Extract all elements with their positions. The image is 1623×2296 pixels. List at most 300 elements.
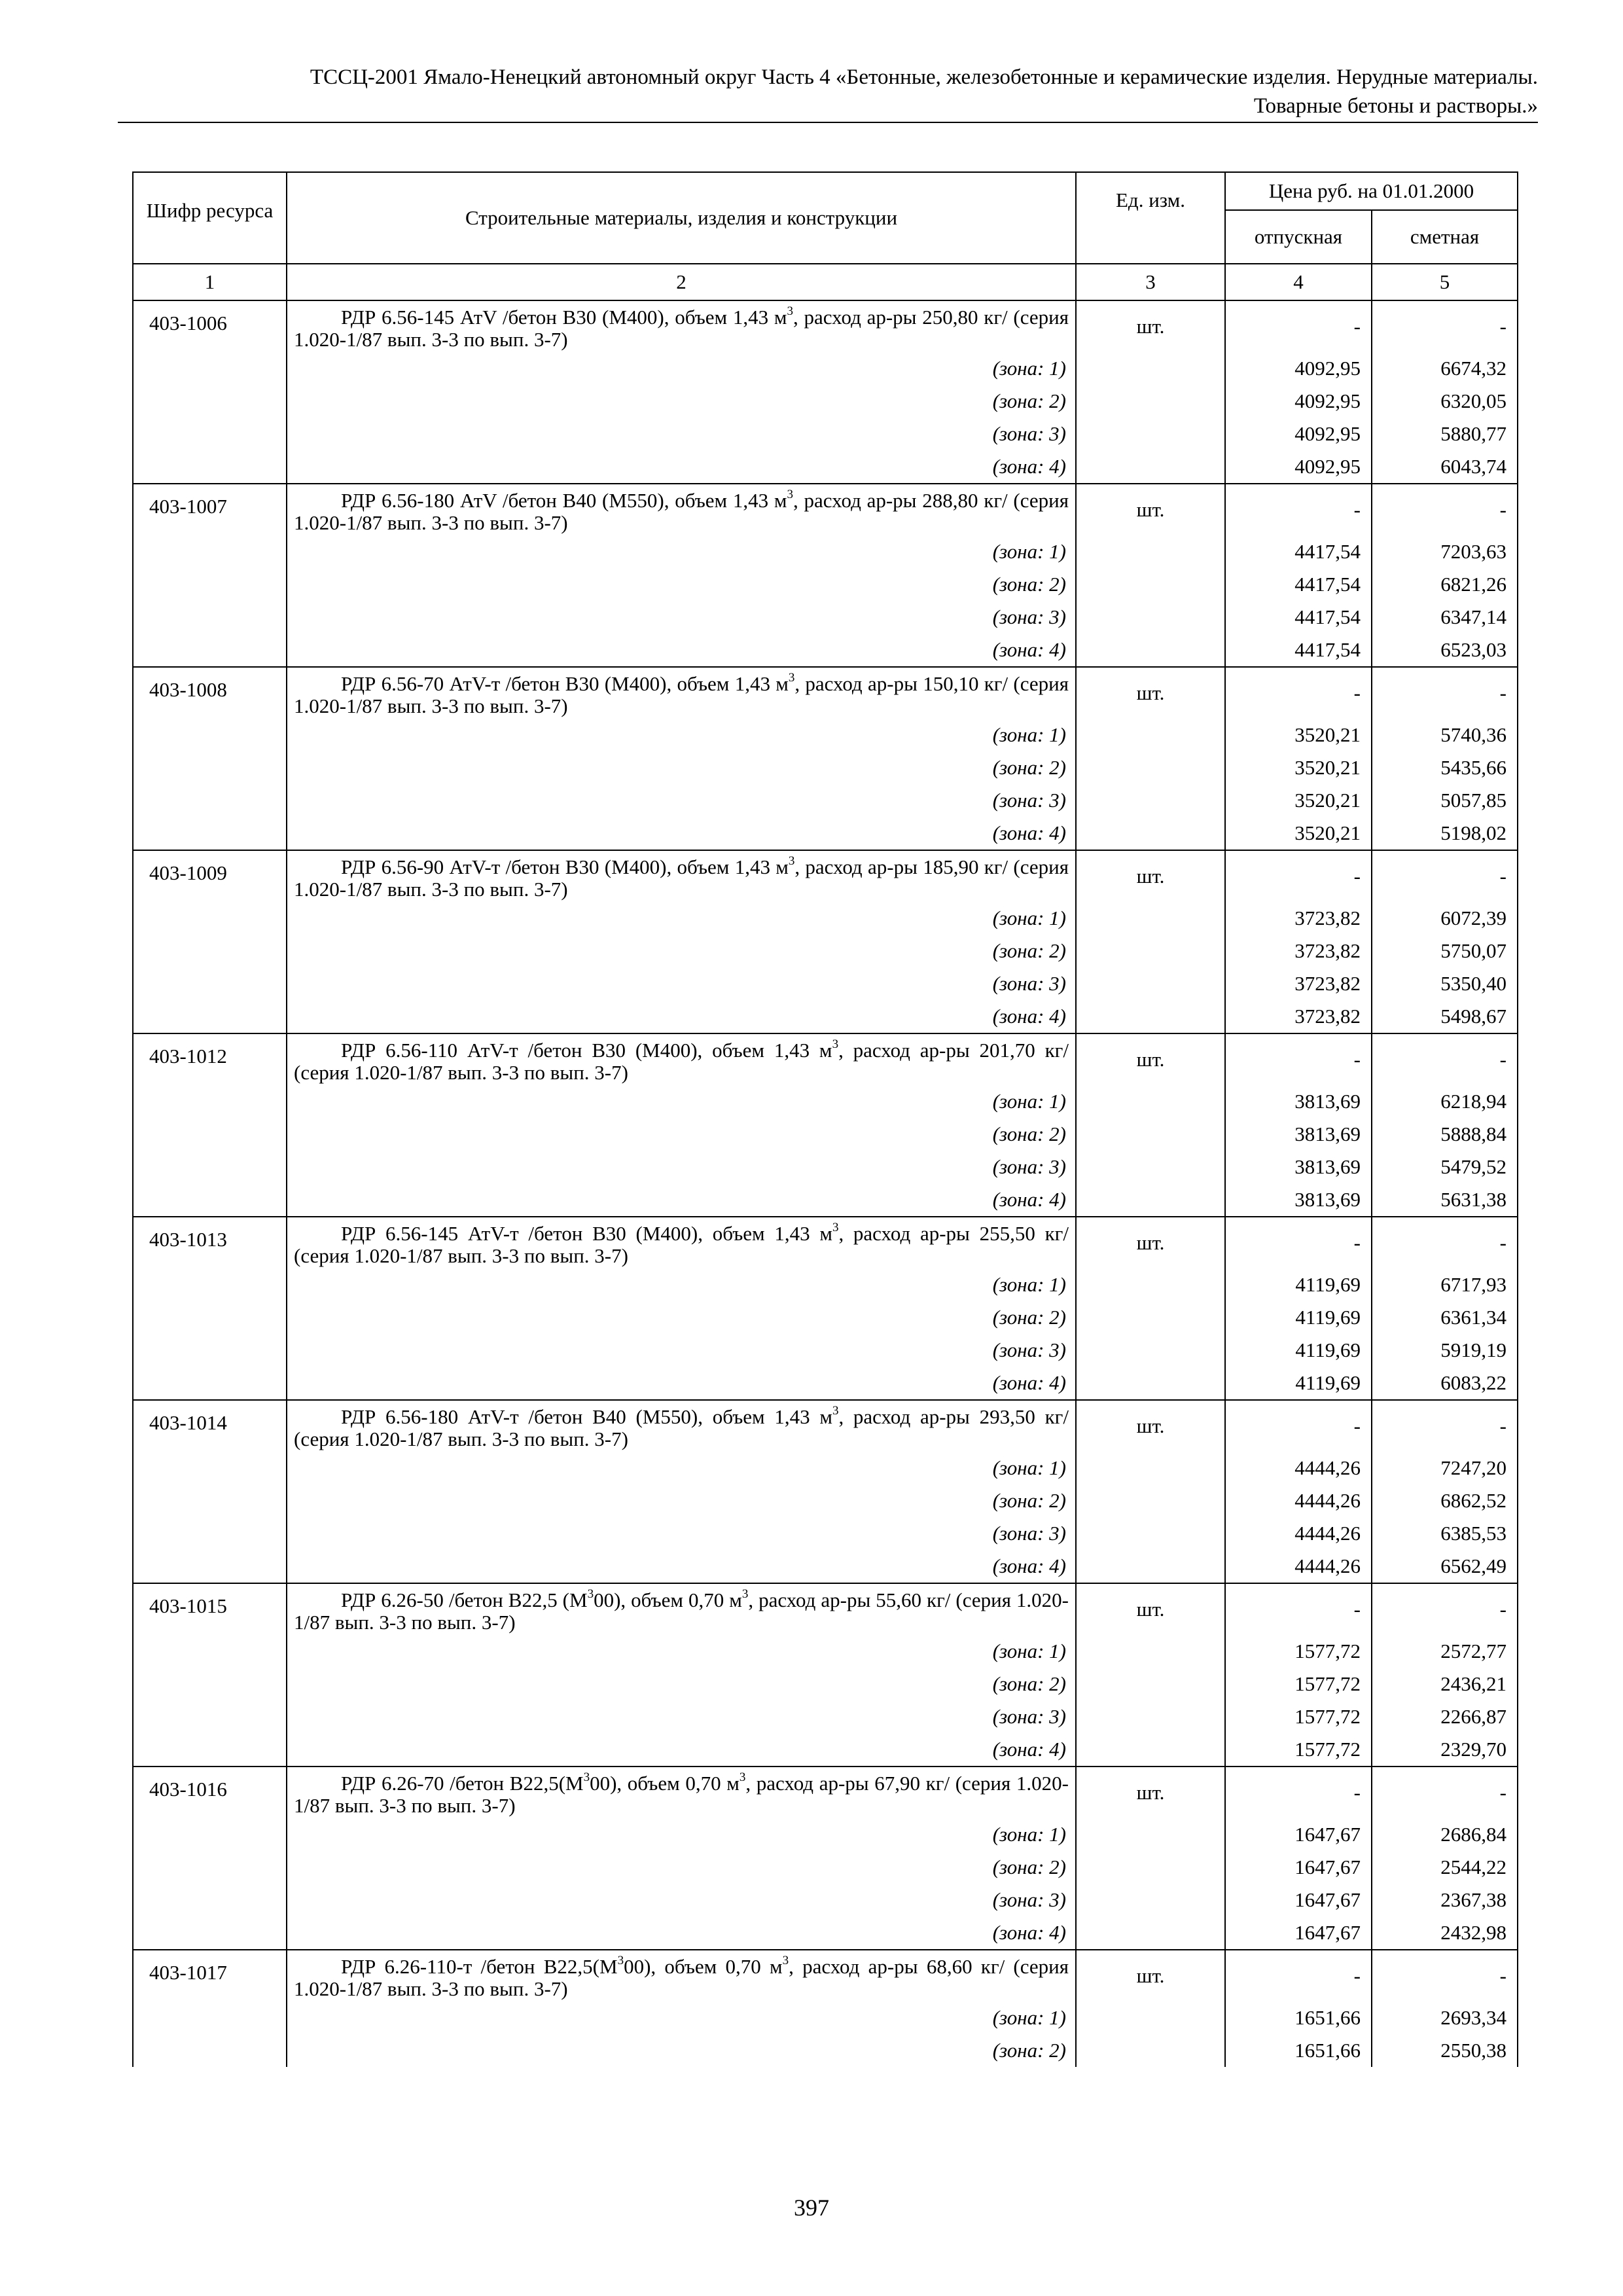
zone-label: (зона: 2) [287, 2034, 1076, 2067]
zone-row [133, 1268, 1518, 1301]
resource-code: 403-1008 [133, 667, 287, 850]
header-rule [118, 122, 1538, 123]
resource-row [133, 850, 1518, 902]
zone-estimate-price: 2266,87 [1372, 1700, 1518, 1733]
zone-unit-cell [1076, 535, 1225, 568]
zone-estimate-price: 2572,77 [1372, 1635, 1518, 1668]
zone-label: (зона: 4) [287, 450, 1076, 484]
estimate-price-cell: - [1372, 1950, 1518, 2001]
release-price-cell: - [1225, 484, 1372, 535]
resource-description [287, 667, 1076, 719]
col-header-name: Строительные материалы, изделия и конструкции [287, 172, 1076, 264]
zone-label: (зона: 1) [287, 902, 1076, 935]
zone-release-price: 1647,67 [1225, 1818, 1372, 1851]
zone-unit-cell [1076, 1334, 1225, 1367]
zone-release-price: 3520,21 [1225, 817, 1372, 850]
estimate-price-cell: - [1372, 1217, 1518, 1268]
superscript: 3 [788, 671, 795, 685]
zone-label: (зона: 4) [287, 817, 1076, 850]
resource-description [287, 484, 1076, 535]
resource-code: 403-1009 [133, 850, 287, 1033]
unit-cell: шт. [1076, 300, 1225, 352]
zone-row [133, 535, 1518, 568]
superscript: 3 [787, 488, 794, 501]
zone-row [133, 1851, 1518, 1884]
zone-row [133, 967, 1518, 1000]
zone-release-price: 4092,95 [1225, 385, 1372, 418]
col-number-3: 3 [1076, 264, 1225, 300]
resource-code: 403-1017 [133, 1950, 287, 2067]
zone-release-price: 3520,21 [1225, 784, 1372, 817]
zone-row [133, 1916, 1518, 1950]
zone-row [133, 1118, 1518, 1151]
zone-unit-cell [1076, 1183, 1225, 1217]
zone-label: (зона: 4) [287, 1000, 1076, 1033]
zone-unit-cell [1076, 1301, 1225, 1334]
zone-unit-cell [1076, 935, 1225, 967]
resource-group [133, 1583, 1518, 1767]
zone-release-price: 1577,72 [1225, 1700, 1372, 1733]
resource-code: 403-1013 [133, 1217, 287, 1400]
resource-code: 403-1007 [133, 484, 287, 667]
superscript: 3 [788, 854, 795, 868]
zone-estimate-price: 6361,34 [1372, 1301, 1518, 1334]
zone-row [133, 1484, 1518, 1517]
zone-unit-cell [1076, 1635, 1225, 1668]
release-price-cell: - [1225, 1400, 1372, 1452]
zone-unit-cell [1076, 1851, 1225, 1884]
resource-row [133, 1950, 1518, 2001]
zone-unit-cell [1076, 418, 1225, 450]
estimate-price-cell: - [1372, 1583, 1518, 1635]
resource-row [133, 1400, 1518, 1452]
description-text: , расход ар-ры 201,70 кг/ (серия 1.020-1/87 вып. 3-3 по вып. 3-7) [294, 1039, 1069, 1084]
resource-code: 403-1012 [133, 1033, 287, 1217]
description-text: РДР 6.56-145 АтV /бетон В30 (М400), объем 1,43 м [341, 306, 787, 329]
zone-row [133, 1668, 1518, 1700]
zone-label: (зона: 2) [287, 1851, 1076, 1884]
zone-estimate-price: 6862,52 [1372, 1484, 1518, 1517]
estimate-price-cell: - [1372, 667, 1518, 719]
description-text: РДР 6.56-180 АтV-т /бетон В40 (М550), объем 1,43 м [341, 1405, 832, 1428]
resource-group [133, 1400, 1518, 1583]
resource-group [133, 484, 1518, 667]
superscript: 3 [782, 1954, 789, 1967]
superscript: 3 [587, 1587, 594, 1601]
zone-estimate-price: 5880,77 [1372, 418, 1518, 450]
zone-row [133, 1884, 1518, 1916]
zone-row [133, 385, 1518, 418]
zone-unit-cell [1076, 601, 1225, 634]
description-text: , расход ар-ры 150,10 кг/ (серия 1.020-1/87 вып. 3-3 по вып. 3-7) [294, 672, 1069, 717]
resource-code: 403-1016 [133, 1767, 287, 1950]
zone-estimate-price: 6218,94 [1372, 1085, 1518, 1118]
zone-row [133, 751, 1518, 784]
zone-label: (зона: 1) [287, 535, 1076, 568]
zone-label: (зона: 2) [287, 751, 1076, 784]
zone-label: (зона: 2) [287, 568, 1076, 601]
zone-row [133, 1700, 1518, 1733]
release-price-cell: - [1225, 1583, 1372, 1635]
zone-estimate-price: 5919,19 [1372, 1334, 1518, 1367]
zone-row [133, 1452, 1518, 1484]
zone-label: (зона: 3) [287, 1884, 1076, 1916]
zone-unit-cell [1076, 1818, 1225, 1851]
zone-unit-cell [1076, 1484, 1225, 1517]
zone-unit-cell [1076, 1118, 1225, 1151]
col-number-2: 2 [287, 264, 1076, 300]
zone-unit-cell [1076, 1367, 1225, 1400]
description-text: РДР 6.56-180 АтV /бетон В40 (М550), объем 1,43 м [341, 489, 787, 512]
description-text: РДР 6.26-70 /бетон В22,5(М [341, 1772, 584, 1795]
zone-release-price: 4119,69 [1225, 1367, 1372, 1400]
zone-estimate-price: 6043,74 [1372, 450, 1518, 484]
description-text: РДР 6.26-110-т /бетон В22,5(М [341, 1955, 618, 1978]
unit-cell: шт. [1076, 850, 1225, 902]
zone-release-price: 3813,69 [1225, 1183, 1372, 1217]
release-price-cell: - [1225, 1217, 1372, 1268]
zone-unit-cell [1076, 568, 1225, 601]
zone-unit-cell [1076, 352, 1225, 385]
description-text: 00), объем 0,70 м [624, 1955, 783, 1978]
description-text: , расход ар-ры 255,50 кг/ (серия 1.020-1/87 вып. 3-3 по вып. 3-7) [294, 1222, 1069, 1267]
description-text: РДР 6.26-50 /бетон В22,5 (М [341, 1588, 588, 1611]
col-number-1: 1 [133, 264, 287, 300]
col-header-price-group: Цена руб. на 01.01.2000 [1225, 172, 1518, 210]
zone-row [133, 1818, 1518, 1851]
zone-unit-cell [1076, 1268, 1225, 1301]
zone-estimate-price: 2367,38 [1372, 1884, 1518, 1916]
col-number-4: 4 [1225, 264, 1372, 300]
resource-group [133, 1217, 1518, 1400]
zone-label: (зона: 3) [287, 418, 1076, 450]
zone-estimate-price: 6072,39 [1372, 902, 1518, 935]
zone-estimate-price: 2544,22 [1372, 1851, 1518, 1884]
description-text: , расход ар-ры 67,90 кг/ (серия 1.020-1/87 вып. 3-3 по вып. 3-7) [294, 1772, 1069, 1817]
unit-cell: шт. [1076, 1950, 1225, 2001]
zone-row [133, 1301, 1518, 1334]
zone-release-price: 4417,54 [1225, 535, 1372, 568]
zone-row [133, 1367, 1518, 1400]
page-number: 397 [794, 2195, 829, 2221]
zone-release-price: 4092,95 [1225, 450, 1372, 484]
zone-estimate-price: 5888,84 [1372, 1118, 1518, 1151]
zone-unit-cell [1076, 1550, 1225, 1583]
resource-description [287, 1950, 1076, 2001]
zone-label: (зона: 3) [287, 967, 1076, 1000]
zone-unit-cell [1076, 817, 1225, 850]
description-text: , расход ар-ры 250,80 кг/ (серия 1.020-1/87 вып. 3-3 по вып. 3-7) [294, 306, 1069, 351]
zone-unit-cell [1076, 1733, 1225, 1767]
zone-release-price: 1647,67 [1225, 1851, 1372, 1884]
zone-estimate-price: 2686,84 [1372, 1818, 1518, 1851]
zone-row [133, 1733, 1518, 1767]
zone-unit-cell [1076, 1884, 1225, 1916]
zone-row [133, 784, 1518, 817]
description-text: РДР 6.56-110 АтV-т /бетон В30 (М400), объем 1,43 м [341, 1039, 832, 1062]
unit-cell: шт. [1076, 1033, 1225, 1085]
zone-release-price: 1647,67 [1225, 1884, 1372, 1916]
superscript: 3 [787, 304, 794, 318]
zone-unit-cell [1076, 967, 1225, 1000]
zone-unit-cell [1076, 634, 1225, 667]
zone-release-price: 4444,26 [1225, 1550, 1372, 1583]
release-price-cell: - [1225, 1950, 1372, 2001]
running-header-line1: ТССЦ-2001 Ямало-Ненецкий автономный округ Часть 4 «Бетонные, железобетонные и керамические изделия. Нерудные материалы. [310, 65, 1538, 89]
zone-release-price: 3723,82 [1225, 902, 1372, 935]
zone-unit-cell [1076, 1151, 1225, 1183]
description-text: , расход ар-ры 288,80 кг/ (серия 1.020-1/87 вып. 3-3 по вып. 3-7) [294, 489, 1069, 534]
zone-label: (зона: 2) [287, 1118, 1076, 1151]
zone-unit-cell [1076, 751, 1225, 784]
description-text: 00), объем 0,70 м [594, 1588, 742, 1611]
zone-label: (зона: 4) [287, 1367, 1076, 1400]
description-text: , расход ар-ры 68,60 кг/ (серия 1.020-1/87 вып. 3-3 по вып. 3-7) [294, 1955, 1069, 2000]
zone-release-price: 3520,21 [1225, 751, 1372, 784]
zone-release-price: 3723,82 [1225, 967, 1372, 1000]
zone-label: (зона: 2) [287, 1668, 1076, 1700]
zone-unit-cell [1076, 1000, 1225, 1033]
resource-row [133, 1583, 1518, 1635]
unit-cell: шт. [1076, 484, 1225, 535]
zone-unit-cell [1076, 1916, 1225, 1950]
zone-estimate-price: 7203,63 [1372, 535, 1518, 568]
zone-estimate-price: 6523,03 [1372, 634, 1518, 667]
zone-label: (зона: 1) [287, 1268, 1076, 1301]
zone-release-price: 1577,72 [1225, 1733, 1372, 1767]
zone-estimate-price: 5498,67 [1372, 1000, 1518, 1033]
zone-release-price: 3723,82 [1225, 935, 1372, 967]
zone-release-price: 4417,54 [1225, 601, 1372, 634]
zone-label: (зона: 1) [287, 2001, 1076, 2034]
release-price-cell: - [1225, 300, 1372, 352]
zone-row [133, 352, 1518, 385]
zone-row [133, 1550, 1518, 1583]
resource-row [133, 484, 1518, 535]
zone-estimate-price: 5435,66 [1372, 751, 1518, 784]
zone-row [133, 1635, 1518, 1668]
zone-estimate-price: 5631,38 [1372, 1183, 1518, 1217]
resource-group [133, 850, 1518, 1033]
zone-label: (зона: 1) [287, 719, 1076, 751]
unit-cell: шт. [1076, 1767, 1225, 1818]
zone-label: (зона: 1) [287, 1452, 1076, 1484]
resource-description [287, 1217, 1076, 1268]
superscript: 3 [583, 1770, 590, 1784]
zone-release-price: 4119,69 [1225, 1301, 1372, 1334]
resource-code: 403-1014 [133, 1400, 287, 1583]
zone-label: (зона: 2) [287, 385, 1076, 418]
zone-unit-cell [1076, 719, 1225, 751]
description-text: 00), объем 0,70 м [590, 1772, 740, 1795]
zone-release-price: 4444,26 [1225, 1517, 1372, 1550]
estimate-price-cell: - [1372, 1767, 1518, 1818]
zone-release-price: 4417,54 [1225, 568, 1372, 601]
resource-description [287, 1400, 1076, 1452]
zone-row [133, 418, 1518, 450]
col-header-unit: Ед. изм. [1076, 172, 1225, 264]
description-text: РДР 6.56-90 АтV-т /бетон В30 (М400), объем 1,43 м [341, 855, 789, 878]
zone-estimate-price: 6674,32 [1372, 352, 1518, 385]
release-price-cell: - [1225, 1033, 1372, 1085]
running-header [118, 63, 1538, 120]
superscript: 3 [832, 1404, 839, 1418]
zone-label: (зона: 2) [287, 935, 1076, 967]
zone-estimate-price: 5479,52 [1372, 1151, 1518, 1183]
unit-cell: шт. [1076, 1217, 1225, 1268]
zone-row [133, 1334, 1518, 1367]
resource-description [287, 1033, 1076, 1085]
zone-unit-cell [1076, 385, 1225, 418]
zone-estimate-price: 5057,85 [1372, 784, 1518, 817]
superscript: 3 [832, 1037, 839, 1051]
resource-description [287, 1767, 1076, 1818]
resource-row [133, 667, 1518, 719]
zone-release-price: 1651,66 [1225, 2001, 1372, 2034]
zone-row [133, 935, 1518, 967]
zone-estimate-price: 6562,49 [1372, 1550, 1518, 1583]
zone-label: (зона: 1) [287, 1085, 1076, 1118]
zone-unit-cell [1076, 1517, 1225, 1550]
description-text: РДР 6.56-70 АтV-т /бетон В30 (М400), объем 1,43 м [341, 672, 789, 695]
zone-release-price: 4444,26 [1225, 1452, 1372, 1484]
zone-label: (зона: 1) [287, 352, 1076, 385]
description-text: , расход ар-ры 293,50 кг/ (серия 1.020-1/87 вып. 3-3 по вып. 3-7) [294, 1405, 1069, 1450]
col-header-estimate: сметная [1372, 210, 1518, 264]
unit-cell: шт. [1076, 667, 1225, 719]
zone-row [133, 450, 1518, 484]
zone-estimate-price: 7247,20 [1372, 1452, 1518, 1484]
zone-release-price: 4092,95 [1225, 418, 1372, 450]
zone-estimate-price: 6320,05 [1372, 385, 1518, 418]
zone-release-price: 3520,21 [1225, 719, 1372, 751]
zone-unit-cell [1076, 2001, 1225, 2034]
estimate-price-cell: - [1372, 1033, 1518, 1085]
zone-release-price: 3723,82 [1225, 1000, 1372, 1033]
superscript: 3 [741, 1587, 749, 1601]
resource-code: 403-1015 [133, 1583, 287, 1767]
zone-row [133, 1151, 1518, 1183]
price-table-wrapper [132, 171, 1517, 2067]
zone-row [133, 2034, 1518, 2067]
zone-label: (зона: 1) [287, 1818, 1076, 1851]
release-price-cell: - [1225, 667, 1372, 719]
resource-group [133, 300, 1518, 484]
zone-label: (зона: 4) [287, 1550, 1076, 1583]
zone-row [133, 1000, 1518, 1033]
superscript: 3 [617, 1954, 624, 1967]
col-header-release: отпускная [1225, 210, 1372, 264]
description-text: , расход ар-ры 55,60 кг/ (серия 1.020-1/87 вып. 3-3 по вып. 3-7) [294, 1588, 1069, 1634]
resource-group [133, 1033, 1518, 1217]
description-text: РДР 6.56-145 АтV-т /бетон В30 (М400), объем 1,43 м [341, 1222, 832, 1245]
zone-row [133, 1085, 1518, 1118]
resource-row [133, 1217, 1518, 1268]
zone-row [133, 1517, 1518, 1550]
zone-unit-cell [1076, 1668, 1225, 1700]
zone-estimate-price: 5198,02 [1372, 817, 1518, 850]
col-number-5: 5 [1372, 264, 1518, 300]
zone-label: (зона: 3) [287, 601, 1076, 634]
zone-unit-cell [1076, 450, 1225, 484]
zone-row [133, 817, 1518, 850]
estimate-price-cell: - [1372, 1400, 1518, 1452]
col-header-code: Шифр ресурса [133, 172, 287, 264]
zone-estimate-price: 6385,53 [1372, 1517, 1518, 1550]
price-table [132, 171, 1518, 2067]
unit-cell: шт. [1076, 1583, 1225, 1635]
running-header-line2: Товарные бетоны и растворы.» [1253, 94, 1538, 118]
zone-row [133, 719, 1518, 751]
zone-label: (зона: 4) [287, 1733, 1076, 1767]
unit-cell: шт. [1076, 1400, 1225, 1452]
zone-release-price: 1651,66 [1225, 2034, 1372, 2067]
zone-label: (зона: 4) [287, 1183, 1076, 1217]
zone-label: (зона: 1) [287, 1635, 1076, 1668]
superscript: 3 [739, 1770, 746, 1784]
resource-group [133, 1950, 1518, 2067]
zone-estimate-price: 5740,36 [1372, 719, 1518, 751]
release-price-cell: - [1225, 850, 1372, 902]
zone-estimate-price: 2550,38 [1372, 2034, 1518, 2067]
zone-unit-cell [1076, 1700, 1225, 1733]
zone-release-price: 3813,69 [1225, 1085, 1372, 1118]
zone-estimate-price: 2436,21 [1372, 1668, 1518, 1700]
zone-row [133, 1183, 1518, 1217]
zone-release-price: 1577,72 [1225, 1668, 1372, 1700]
zone-label: (зона: 2) [287, 1484, 1076, 1517]
zone-estimate-price: 2329,70 [1372, 1733, 1518, 1767]
zone-release-price: 4119,69 [1225, 1334, 1372, 1367]
zone-release-price: 3813,69 [1225, 1118, 1372, 1151]
zone-unit-cell [1076, 1085, 1225, 1118]
zone-label: (зона: 2) [287, 1301, 1076, 1334]
zone-row [133, 634, 1518, 667]
superscript: 3 [832, 1221, 839, 1234]
zone-estimate-price: 6083,22 [1372, 1367, 1518, 1400]
zone-row [133, 2001, 1518, 2034]
zone-release-price: 4417,54 [1225, 634, 1372, 667]
resource-group [133, 1767, 1518, 1950]
resource-description [287, 1583, 1076, 1635]
zone-release-price: 4119,69 [1225, 1268, 1372, 1301]
resource-description [287, 850, 1076, 902]
resource-row [133, 300, 1518, 352]
zone-label: (зона: 3) [287, 784, 1076, 817]
resource-code: 403-1006 [133, 300, 287, 484]
zone-estimate-price: 6347,14 [1372, 601, 1518, 634]
estimate-price-cell: - [1372, 484, 1518, 535]
zone-label: (зона: 4) [287, 634, 1076, 667]
zone-row [133, 902, 1518, 935]
zone-estimate-price: 5750,07 [1372, 935, 1518, 967]
zone-label: (зона: 3) [287, 1517, 1076, 1550]
zone-label: (зона: 4) [287, 1916, 1076, 1950]
zone-estimate-price: 5350,40 [1372, 967, 1518, 1000]
zone-estimate-price: 6821,26 [1372, 568, 1518, 601]
zone-release-price: 3813,69 [1225, 1151, 1372, 1183]
resource-description [287, 300, 1076, 352]
zone-label: (зона: 3) [287, 1334, 1076, 1367]
zone-label: (зона: 3) [287, 1151, 1076, 1183]
zone-release-price: 4092,95 [1225, 352, 1372, 385]
zone-release-price: 1577,72 [1225, 1635, 1372, 1668]
zone-unit-cell [1076, 2034, 1225, 2067]
zone-estimate-price: 2693,34 [1372, 2001, 1518, 2034]
description-text: , расход ар-ры 185,90 кг/ (серия 1.020-1/87 вып. 3-3 по вып. 3-7) [294, 855, 1069, 901]
estimate-price-cell: - [1372, 850, 1518, 902]
zone-unit-cell [1076, 784, 1225, 817]
